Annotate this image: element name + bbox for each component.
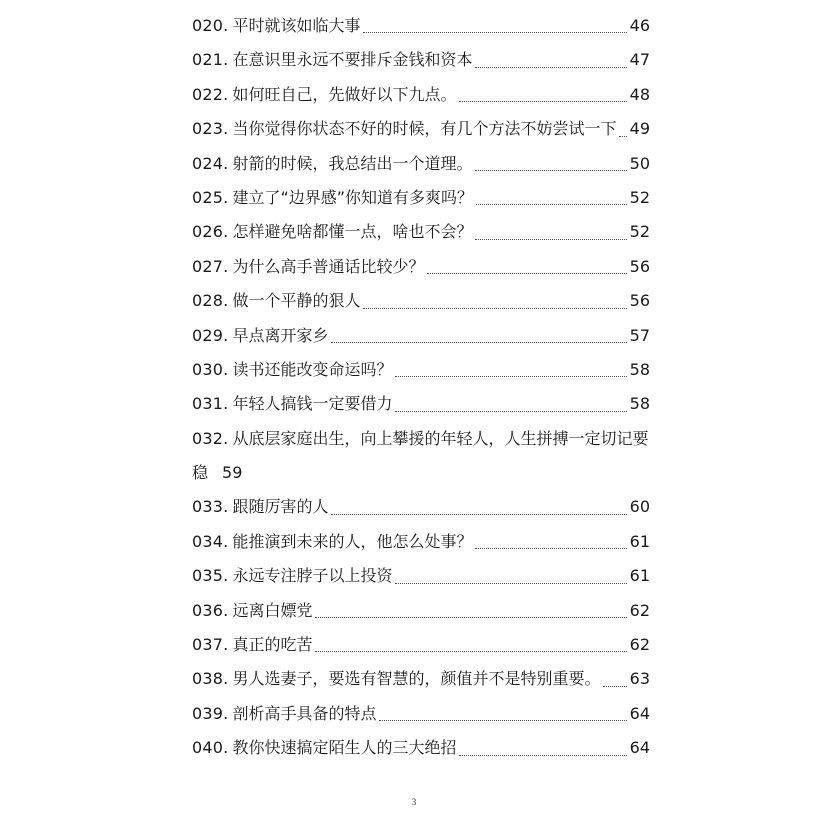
toc-entry-page: 52	[629, 222, 650, 242]
toc-entry[interactable]	[192, 215, 650, 249]
toc-entry-page: 56	[629, 256, 650, 276]
toc-dot-leader	[459, 101, 626, 102]
toc-entry-number: 036.	[192, 600, 229, 620]
toc-entry-title: 如何旺自己，先做好以下九点。	[232, 84, 457, 104]
toc-entry-page: 58	[629, 359, 650, 379]
toc-entry-number: 029.	[192, 325, 229, 345]
toc-entry[interactable]	[192, 387, 650, 421]
toc-entry[interactable]	[192, 181, 650, 215]
toc-entry-page: 50	[629, 153, 650, 173]
toc-entry-page: 46	[629, 15, 650, 35]
toc-dot-leader	[619, 136, 626, 137]
toc-entry-title: 真正的吃苦	[232, 635, 313, 655]
toc-entry[interactable]	[192, 43, 650, 77]
toc-entry-wrapped[interactable]	[192, 422, 650, 491]
toc-entry-title: 平时就该如临大事	[232, 15, 361, 35]
toc-entry-page: 49	[629, 119, 650, 139]
toc-entry[interactable]	[192, 594, 650, 628]
toc-entry[interactable]	[192, 628, 650, 662]
toc-group-bottom	[192, 490, 650, 765]
toc-dot-leader	[331, 342, 626, 343]
toc-entry[interactable]	[192, 353, 650, 387]
toc-entry-title: 建立了“边界感”你知道有多爽吗？	[232, 187, 474, 207]
toc-dot-leader	[315, 651, 626, 652]
toc-entry-page: 59	[222, 463, 243, 483]
toc-dot-leader	[459, 755, 626, 756]
toc-entry-number: 030.	[192, 359, 229, 379]
toc-entry-line-2	[192, 456, 650, 490]
toc-dot-leader	[475, 67, 626, 68]
toc-entry[interactable]	[192, 559, 650, 593]
toc-entry[interactable]	[192, 319, 650, 353]
toc-dot-leader	[363, 308, 626, 309]
toc-entry-title: 跟随厉害的人	[232, 497, 329, 517]
toc-entry-page: 62	[629, 635, 650, 655]
toc-entry[interactable]	[192, 78, 650, 112]
toc-dot-leader	[379, 720, 626, 721]
toc-dot-leader	[427, 273, 626, 274]
toc-entry-page: 62	[629, 600, 650, 620]
toc-entry[interactable]	[192, 9, 650, 43]
toc-entry-number: 037.	[192, 635, 229, 655]
toc-entry[interactable]	[192, 112, 650, 146]
page-number: 3	[411, 797, 417, 807]
toc-entry-number: 040.	[192, 738, 229, 758]
toc-dot-leader	[395, 411, 626, 412]
toc-entry-title: 年轻人搞钱一定要借力	[232, 394, 393, 414]
toc-entry-page: 52	[629, 187, 650, 207]
toc-entry-title: 男人选妻子，要选有智慧的，颜值并不是特别重要。	[232, 669, 601, 689]
toc-entry-number: 023.	[192, 119, 229, 139]
toc-entry[interactable]	[192, 525, 650, 559]
toc-dot-leader	[395, 583, 626, 584]
toc-entry-number: 021.	[192, 50, 229, 70]
toc-dot-leader	[475, 548, 626, 549]
toc-dot-leader	[603, 686, 626, 687]
toc-entry-number: 024.	[192, 153, 229, 173]
toc-entry-number: 039.	[192, 703, 229, 723]
toc-entry-page: 60	[629, 497, 650, 517]
toc-entry-number: 038.	[192, 669, 229, 689]
toc-entry-number: 031.	[192, 394, 229, 414]
toc-entry-page: 56	[629, 291, 650, 311]
toc-entry-number: 022.	[192, 84, 229, 104]
toc-entry-number: 033.	[192, 497, 229, 517]
toc-entry-number: 026.	[192, 222, 229, 242]
toc-entry-page: 47	[629, 50, 650, 70]
toc-entry-title: 做一个平静的狠人	[232, 291, 361, 311]
toc-entry-number: 032.	[192, 428, 229, 448]
toc-dot-leader	[476, 204, 627, 205]
toc-entry-title: 在意识里永远不要排斥金钱和资本	[232, 50, 473, 70]
toc-entry-number: 035.	[192, 566, 229, 586]
toc-entry[interactable]	[192, 147, 650, 181]
toc-entry-title: 怎样避免啥都懂一点，啥也不会？	[232, 222, 473, 242]
toc-dot-leader	[395, 376, 626, 377]
toc-entry-title: 教你快速搞定陌生人的三大绝招	[232, 738, 457, 758]
toc-entry-number: 027.	[192, 256, 229, 276]
toc-entry-page: 64	[629, 703, 650, 723]
toc-entry-title: 剖析高手具备的特点	[232, 703, 377, 723]
toc-entry-page: 48	[629, 84, 650, 104]
toc-entry[interactable]	[192, 731, 650, 765]
toc-entry-page: 61	[629, 531, 650, 551]
toc-group-top	[192, 9, 650, 422]
toc-dot-leader	[331, 514, 626, 515]
toc-entry-title: 永远专注脖子以上投资	[232, 566, 393, 586]
toc-entry-title: 从底层家庭出生，向上攀援的年轻人，人生拼搏一定切记要	[232, 428, 649, 448]
toc-dot-leader	[315, 617, 626, 618]
toc-entry-number: 025.	[192, 187, 229, 207]
toc-entry[interactable]	[192, 250, 650, 284]
toc-entry-title: 射箭的时候，我总结出一个道理。	[232, 153, 473, 173]
toc-entry-page: 64	[629, 738, 650, 758]
toc-dot-leader	[363, 32, 626, 33]
toc-entry[interactable]	[192, 284, 650, 318]
toc-entry-page: 63	[629, 669, 650, 689]
toc-entry-number: 028.	[192, 291, 229, 311]
toc-entry-number: 034.	[192, 531, 229, 551]
toc-entry-title: 能推演到未来的人，他怎么处事？	[232, 531, 473, 551]
toc-entry[interactable]	[192, 697, 650, 731]
toc-entry-page: 61	[629, 566, 650, 586]
toc-entry-title: 远离白嫖党	[232, 600, 313, 620]
toc-entry-title-continued: 稳	[192, 463, 209, 483]
toc-entry-title: 读书还能改变命运吗？	[232, 359, 393, 379]
toc-entry-page: 57	[629, 325, 650, 345]
toc-entry[interactable]	[192, 490, 650, 524]
toc-entry-title: 为什么高手普通话比较少？	[232, 256, 425, 276]
toc-entry-title: 早点离开家乡	[232, 325, 329, 345]
toc-entry-number: 020.	[192, 15, 229, 35]
toc-entry-page: 58	[629, 394, 650, 414]
toc-entry-line-1	[192, 422, 650, 456]
toc-dot-leader	[475, 170, 626, 171]
table-of-contents	[192, 9, 650, 766]
toc-entry-title: 当你觉得你状态不好的时候，有几个方法不妨尝试一下	[232, 119, 617, 139]
toc-entry[interactable]	[192, 662, 650, 696]
toc-dot-leader	[475, 239, 626, 240]
